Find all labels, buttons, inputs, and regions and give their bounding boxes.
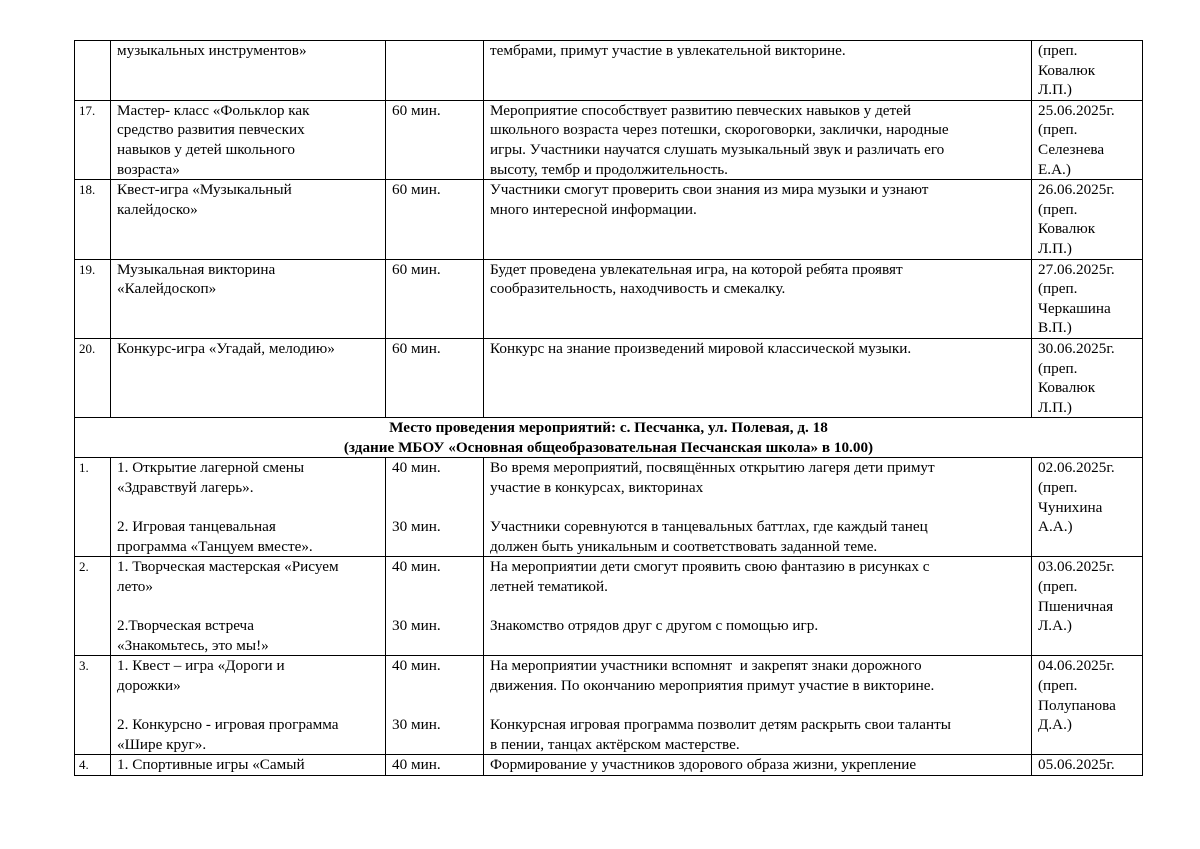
venue-line-2: (здание МБОУ «Основная общеобразовательная Песчанская школа» в 10.00): [343, 438, 874, 456]
event-description-line: летней тематикой.: [490, 578, 608, 596]
event-duration: [386, 755, 484, 776]
event-date-line: В.П.): [1038, 319, 1072, 337]
event-duration: [386, 259, 484, 338]
event-date-line: Селезнева: [1038, 140, 1105, 158]
table-row: [75, 656, 1143, 755]
event-title-line: средство развития певческих: [117, 121, 305, 139]
event-date-line: (преп.: [1038, 479, 1078, 497]
event-date-line: (преп.: [1038, 200, 1078, 218]
event-date-line: (преп.: [1038, 677, 1078, 694]
table-row: [75, 557, 1143, 656]
event-description-line: [490, 498, 1025, 518]
event-title-line: музыкальных инструментов»: [117, 42, 307, 59]
event-description-line: Мероприятие способствует развитию певческих навыков у детей: [490, 101, 912, 119]
event-duration: [386, 458, 484, 557]
event-title-line: [117, 597, 379, 617]
event-date-line: 03.06.2025г.: [1038, 558, 1115, 576]
table-row: [75, 458, 1143, 557]
event-description-line: игры. Участники научатся слушать музыкальный звук и различать его: [490, 140, 945, 158]
event-date-line: Пшеничная: [1038, 597, 1114, 615]
event-title-line: Квест-игра «Музыкальный: [117, 181, 292, 199]
event-title-line: 1. Творческая мастерская «Рисуем: [117, 558, 339, 576]
rows-before: [75, 41, 1143, 418]
row-number: 2.: [75, 557, 111, 656]
event-duration-line: 40 мин.: [392, 657, 441, 675]
event-date-line: (преп.: [1038, 42, 1078, 59]
event-date-line: А.А.): [1038, 518, 1073, 536]
event-date-line: 02.06.2025г.: [1038, 459, 1115, 477]
event-description: [484, 180, 1032, 259]
event-duration-line: [392, 577, 477, 597]
event-description-line: сообразительность, находчивость и смекалку.: [490, 280, 786, 298]
event-title-line: 2. Игровая танцевальная: [117, 518, 276, 536]
event-description-line: Формирование у участников здорового образа жизни, укрепление: [490, 756, 917, 774]
table-row: [75, 338, 1143, 417]
event-duration-line: [392, 498, 477, 518]
event-title-line: программа «Танцуем вместе».: [117, 537, 313, 555]
event-date-line: Л.П.): [1038, 81, 1072, 99]
event-description-line: [490, 696, 1025, 716]
event-duration: [386, 180, 484, 259]
event-title: [111, 180, 386, 259]
schedule-sheet: [74, 40, 1142, 776]
event-title: [111, 338, 386, 417]
event-title-line: 1. Открытие лагерной смены: [117, 459, 305, 477]
event-date: [1032, 338, 1143, 417]
event-date-line: Чунихина: [1038, 498, 1103, 516]
event-duration-line: 40 мин.: [392, 558, 441, 576]
event-date-line: Е.А.): [1038, 160, 1071, 178]
event-title: [111, 100, 386, 179]
event-date: [1032, 100, 1143, 179]
event-description: [484, 338, 1032, 417]
event-date-line: Ковалюк: [1038, 220, 1096, 238]
event-date-line: (преп.: [1038, 121, 1078, 139]
event-title-line: [117, 498, 379, 518]
event-title-line: 2.Творческая встреча: [117, 617, 254, 635]
event-duration: [386, 338, 484, 417]
event-date: [1032, 458, 1143, 557]
event-description-line: должен быть уникальным и соответствовать заданной теме.: [490, 537, 878, 555]
row-number: 19.: [75, 259, 111, 338]
event-date-line: 26.06.2025г.: [1038, 181, 1115, 199]
event-description: [484, 656, 1032, 755]
event-duration-line: 60 мин.: [392, 339, 441, 357]
event-duration-line: [392, 636, 477, 656]
event-duration-line: 60 мин.: [392, 260, 441, 278]
event-description-line: Участники соревнуются в танцевальных баттлах, где каждый танец: [490, 518, 928, 536]
event-date-line: 25.06.2025г.: [1038, 101, 1115, 119]
venue-line-1: Место проведения мероприятий: с. Песчанка, ул. Полевая, д. 18: [389, 419, 828, 437]
event-description-line: Знакомство отрядов друг с другом с помощью игр.: [490, 617, 819, 635]
event-description-line: в пении, танцах актёрском мастерстве.: [490, 735, 740, 753]
event-duration: [386, 41, 484, 101]
rows-after: [75, 458, 1143, 776]
row-number: 3.: [75, 656, 111, 755]
event-title-line: лето»: [117, 578, 153, 596]
row-number: 18.: [75, 180, 111, 259]
row-number: [75, 41, 111, 101]
event-title-line: калейдоско»: [117, 200, 198, 218]
event-description-line: школьного возраста через потешки, скороговорки, заклички, народные: [490, 121, 949, 139]
event-title-line: 2. Конкурсно - игровая программа: [117, 716, 339, 734]
event-title-line: «Калейдоскоп»: [117, 280, 217, 298]
event-date-line: Л.П.): [1038, 398, 1072, 416]
event-duration-line: 60 мин.: [392, 101, 441, 119]
event-description-line: [490, 636, 1025, 656]
event-title: [111, 656, 386, 755]
event-duration-line: 40 мин.: [392, 459, 441, 477]
event-title-line: «Здравствуй лагерь».: [117, 479, 254, 497]
event-duration-line: [392, 676, 477, 696]
event-date-line: Л.А.): [1038, 617, 1072, 635]
event-description-line: участие в конкурсах, викторинах: [490, 479, 704, 497]
event-duration-line: 30 мин.: [392, 716, 441, 734]
event-title-line: «Шире круг».: [117, 735, 207, 753]
event-duration: [386, 100, 484, 179]
event-description-line: Конкурс на знание произведений мировой классической музыки.: [490, 339, 912, 357]
event-description-line: Во время мероприятий, посвящённых открытию лагеря дети примут: [490, 459, 935, 477]
event-title-line: 1. Спортивные игры «Самый: [117, 756, 305, 774]
event-title: [111, 259, 386, 338]
event-title-line: Конкурс-игра «Угадай, мелодию»: [117, 339, 335, 357]
event-duration-line: [392, 41, 477, 61]
event-date-line: Ковалюк: [1038, 379, 1096, 397]
event-description: [484, 259, 1032, 338]
table-row: [75, 100, 1143, 179]
section-header: [75, 418, 1143, 458]
event-duration-line: [392, 537, 477, 557]
event-duration-line: 30 мин.: [392, 518, 441, 536]
event-title-line: Мастер- класс «Фольклор как: [117, 101, 310, 119]
event-title-line: Музыкальная викторина: [117, 260, 276, 278]
event-duration: [386, 656, 484, 755]
event-date-line: 30.06.2025г.: [1038, 339, 1115, 357]
event-duration-line: 60 мин.: [392, 181, 441, 199]
event-duration-line: [392, 478, 477, 498]
event-title-line: «Знакомьтесь, это мы!»: [117, 636, 269, 654]
event-title: [111, 557, 386, 656]
event-title: [111, 755, 386, 776]
event-title-line: навыков у детей школьного: [117, 140, 295, 158]
event-title-line: дорожки»: [117, 677, 181, 694]
event-description-line: тембрами, примут участие в увлекательной викторине.: [490, 42, 846, 59]
event-title-line: возраста»: [117, 160, 180, 178]
event-date-line: 04.06.2025г.: [1038, 657, 1115, 675]
event-date-line: Ковалюк: [1038, 61, 1096, 79]
event-description-line: Конкурсная игровая программа позволит детям раскрыть свои таланты: [490, 716, 951, 734]
event-title-line: [117, 696, 379, 716]
event-date: [1032, 180, 1143, 259]
table-row: [75, 755, 1143, 776]
event-description-line: На мероприятии дети смогут проявить свою фантазию в рисунках с: [490, 558, 930, 576]
schedule-table: [74, 40, 1143, 776]
event-description-line: Участники смогут проверить свои знания из мира музыки и узнают: [490, 181, 929, 199]
event-date: [1032, 557, 1143, 656]
row-number: 4.: [75, 755, 111, 776]
venue-row: [75, 418, 1143, 458]
table-row: [75, 180, 1143, 259]
event-duration-line: [392, 735, 477, 755]
event-duration: [386, 557, 484, 656]
row-number: 1.: [75, 458, 111, 557]
event-description: [484, 41, 1032, 101]
event-description-line: [490, 597, 1025, 617]
event-description-line: Будет проведена увлекательная игра, на которой ребята проявят: [490, 260, 903, 278]
event-description-line: движения. По окончанию мероприятия примут участие в викторине.: [490, 677, 935, 694]
event-description: [484, 100, 1032, 179]
event-description-line: высоту, тембр и продолжительность.: [490, 160, 728, 178]
event-description: [484, 458, 1032, 557]
event-date: [1032, 259, 1143, 338]
event-date: [1032, 41, 1143, 101]
event-date-line: (преп.: [1038, 280, 1078, 298]
event-duration-line: [392, 696, 477, 716]
venue-cell: [75, 418, 1143, 458]
table-row: [75, 41, 1143, 101]
event-date-line: Д.А.): [1038, 716, 1072, 734]
event-description: [484, 557, 1032, 656]
event-duration-line: 30 мин.: [392, 617, 441, 635]
row-number: 17.: [75, 100, 111, 179]
event-duration-line: 40 мин.: [392, 756, 441, 774]
event-description-line: много интересной информации.: [490, 200, 697, 218]
event-description: [484, 755, 1032, 776]
table-row: [75, 259, 1143, 338]
event-duration-line: [392, 597, 477, 617]
event-date-line: 05.06.2025г.: [1038, 756, 1115, 774]
event-date-line: Л.П.): [1038, 239, 1072, 257]
row-number: 20.: [75, 338, 111, 417]
event-title: [111, 458, 386, 557]
event-date: [1032, 656, 1143, 755]
event-date-line: Полупанова: [1038, 696, 1116, 714]
event-date: [1032, 755, 1143, 776]
event-description-line: На мероприятии участники вспомнят и закрепят знаки дорожного: [490, 657, 922, 675]
event-date-line: 27.06.2025г.: [1038, 260, 1115, 278]
event-date-line: (преп.: [1038, 359, 1078, 377]
event-date-line: (преп.: [1038, 578, 1078, 596]
event-title-line: 1. Квест – игра «Дороги и: [117, 657, 285, 675]
event-title: [111, 41, 386, 101]
event-date-line: Черкашина: [1038, 299, 1111, 317]
